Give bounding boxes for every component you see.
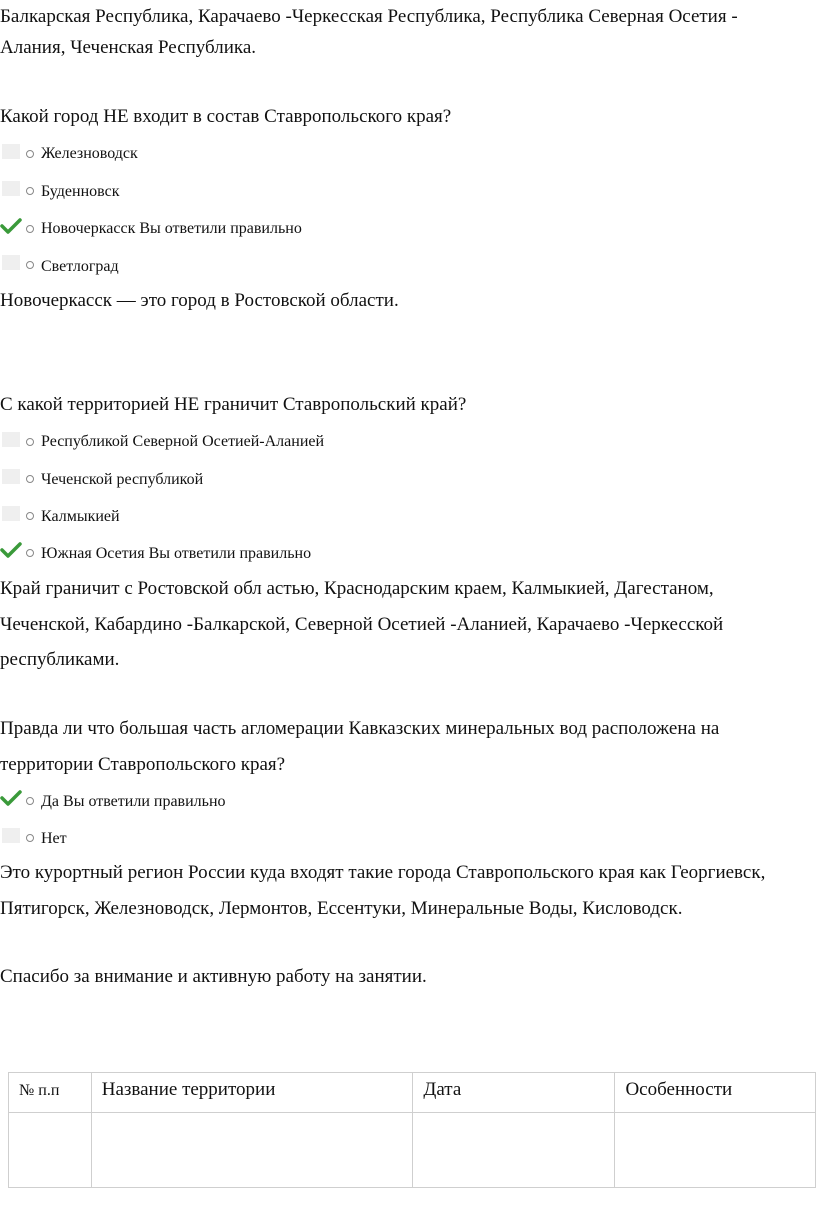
table-cell[interactable] [91,1113,413,1188]
q2-explanation-line-1: Край граничит с Ростовской обл астью, Краснодарским краем, Калмыкией, Дагестаном, [0,578,714,599]
q2-explanation-line-2: Чеченской, Кабардино -Балкарской, Северной Осетией -Аланией, Карачаево -Черкесской [0,614,724,635]
option-label: Новочеркасск [41,220,136,237]
header-date: Дата [413,1073,615,1113]
option-label: Буденновск [41,183,120,200]
radio-icon[interactable] [26,261,34,269]
intro-line-2: Алания, Чеченская Республика. [0,37,257,58]
answer-status: Вы ответили правильно [63,793,226,810]
blank-box-icon [2,255,20,270]
option-label: Да [41,793,60,810]
intro-line-1: Балкарская Республика, Карачаево -Черкесская Республика, Республика Северная Осетия - [0,6,738,27]
q3-explanation-line-1: Это курортный регион России куда входят такие города Ставропольского края как Георгиевск, [0,862,766,883]
table-cell[interactable] [9,1113,92,1188]
q3-question-line-2: территории Ставропольского края? [0,754,286,775]
blank-box-icon [2,469,20,484]
option-label: Светлоград [41,258,119,275]
q2-explanation-line-3: республиками. [0,649,120,670]
radio-icon[interactable] [26,549,34,557]
checkmark-icon [0,790,22,806]
territory-table [8,1072,816,1188]
answer-status: Вы ответили правильно [139,220,302,237]
q2-question: С какой территорией НЕ граничит Ставропольский край? [0,394,467,415]
table-header-row [9,1073,816,1113]
option-label: Южная Осетия [41,545,145,562]
option-label: Железноводск [41,145,138,162]
blank-box-icon [2,432,20,447]
radio-icon[interactable] [26,438,34,446]
table-cell[interactable] [615,1113,816,1188]
table-row [9,1113,816,1188]
header-number: № п.п [9,1073,92,1113]
radio-icon[interactable] [26,150,34,158]
radio-icon[interactable] [26,512,34,520]
option-label: Нет [41,830,67,847]
q1-explanation: Новочеркасск — это город в Ростовской области. [0,290,399,311]
blank-box-icon [2,181,20,196]
radio-icon[interactable] [26,187,34,195]
closing-text: Спасибо за внимание и активную работу на занятии. [0,966,427,987]
radio-icon[interactable] [26,797,34,805]
checkmark-icon [0,218,22,234]
radio-icon[interactable] [26,475,34,483]
option-label: Калмыкией [41,508,120,525]
q3-question-line-1: Правда ли что большая часть агломерации Кавказских минеральных вод расположена на [0,718,720,739]
blank-box-icon [2,828,20,843]
answer-status: Вы ответили правильно [148,545,312,562]
option-label: Республикой Северной Осетией-Аланией [41,433,325,450]
option-label: Чеченской республикой [41,471,204,488]
radio-icon[interactable] [26,834,34,842]
blank-box-icon [2,506,20,521]
radio-icon[interactable] [26,225,34,233]
checkmark-icon [0,542,22,558]
table-cell[interactable] [413,1113,615,1188]
q3-explanation-line-2: Пятигорск, Железноводск, Лермонтов, Ессентуки, Минеральные Воды, Кисловодск. [0,898,683,919]
header-name: Название территории [91,1073,413,1113]
blank-box-icon [2,144,20,159]
q1-question: Какой город НЕ входит в состав Ставропольского края? [0,106,452,127]
header-features: Особенности [615,1073,816,1113]
